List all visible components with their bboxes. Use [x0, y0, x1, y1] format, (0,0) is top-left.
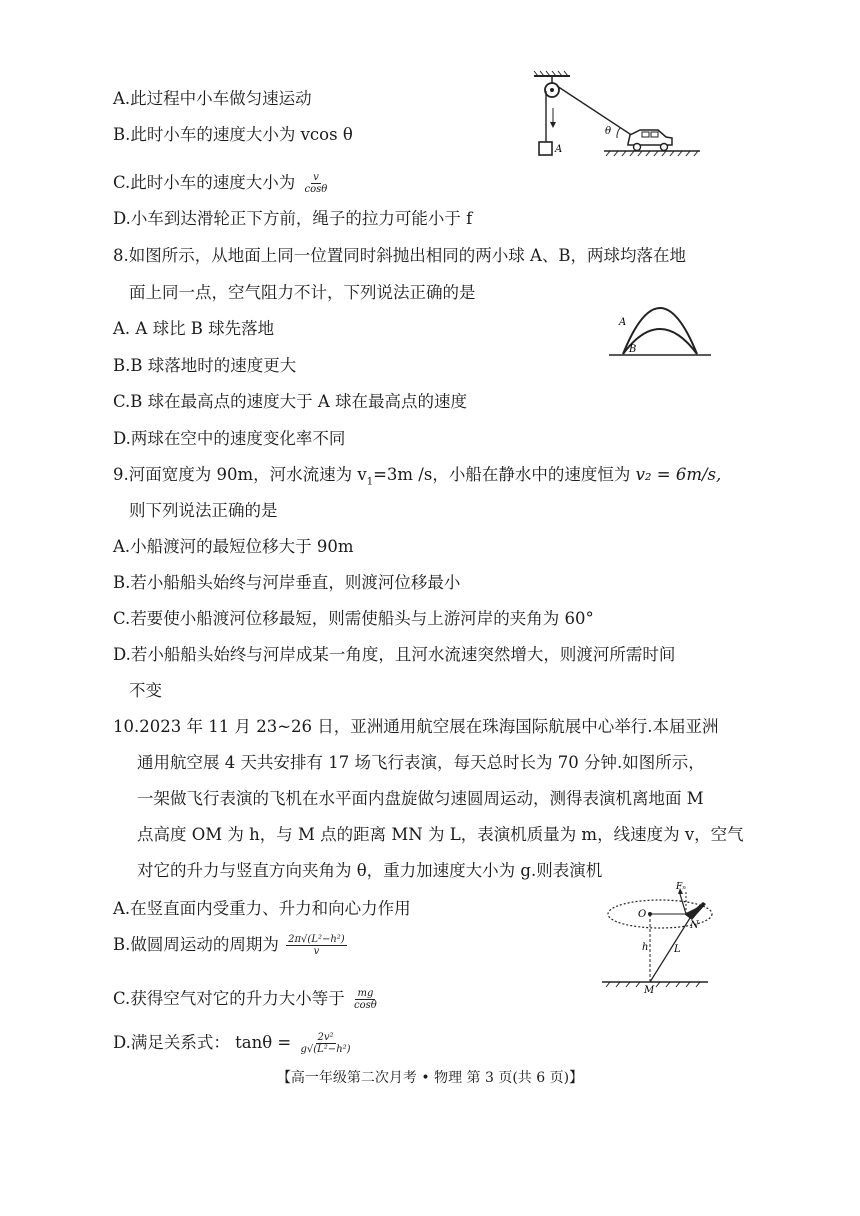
q8-figure-label-b: B — [629, 344, 637, 355]
q8-option-c: C.B 球在最高点的速度大于 A 球在最高点的速度 — [113, 392, 468, 411]
q7-option-c-text: C.此时小车的速度大小为 — [113, 173, 296, 192]
q8-stem-line1: 8.如图所示，从地面上同一位置同时斜抛出相同的两小球 A、B，两球均落在地 — [113, 246, 687, 265]
q10-stem-line2: 通用航空展 4 天共安排有 17 场飞行表演，每天总时长为 70 分钟.如图所示， — [137, 753, 705, 772]
q10-option-c-denominator: cosθ — [354, 1000, 377, 1011]
q8-option-a: A. A 球比 B 球先落地 — [113, 319, 275, 338]
q9-stem-text-a: 9.河面宽度为 90m，河水流速为 v — [113, 465, 367, 484]
q8-figure-label-a: A — [619, 317, 627, 328]
q10-figure-label-h: h — [642, 942, 649, 953]
q10-option-a: A.在竖直面内受重力、升力和向心力作用 — [113, 899, 411, 918]
q8-option-d: D.两球在空中的速度变化率不同 — [113, 429, 346, 448]
q10-figure-label-o: O — [638, 909, 647, 920]
q10-stem-line3: 一架做飞行表演的飞机在水平面内盘旋做匀速圆周运动，测得表演机离地面 M — [137, 789, 704, 808]
q7-pulley-car-figure — [530, 70, 710, 160]
q10-figure-label-m: M — [644, 985, 655, 996]
q9-stem-line2: 则下列说法正确的是 — [129, 501, 278, 520]
q10-option-c-text: C.获得空气对它的升力大小等于 — [113, 989, 345, 1008]
q9-v1-subscript: 1 — [366, 476, 374, 488]
q7-option-c — [113, 172, 331, 195]
q9-option-c: C.若要使小船渡河位移最短，则需使船头与上游河岸的夹角为 60° — [113, 609, 594, 628]
q10-circular-flight-figure — [600, 880, 740, 995]
q10-option-b-fraction — [286, 934, 347, 957]
q8-trajectory-figure — [605, 292, 715, 364]
q7-option-c-denominator: cosθ — [304, 184, 328, 195]
q10-option-c-fraction — [352, 988, 379, 1011]
q7-option-a: A.此过程中小车做匀速运动 — [113, 89, 312, 108]
q8-stem-line2: 面上同一点，空气阻力不计，下列说法正确的是 — [129, 283, 476, 302]
q10-option-b-denominator: v — [313, 946, 320, 957]
q10-option-d-fraction — [298, 1032, 352, 1055]
q9-option-d-line1: D.若小船船头始终与河岸成某一角度，且河水流速突然增大，则渡河所需时间 — [113, 645, 676, 664]
q10-option-d-numerator: 2v² — [317, 1032, 334, 1043]
q10-figure-label-l: L — [674, 944, 681, 955]
q7-figure-label-a: A — [555, 144, 563, 155]
q10-figure-label-n: N — [690, 920, 699, 931]
q9-option-d-line2: 不变 — [129, 681, 162, 700]
q10-option-b-text: B.做圆周运动的周期为 — [113, 935, 279, 954]
q9-stem-text-b: =3m /s，小船在静水中的速度恒为 — [373, 465, 636, 484]
q10-figure-label-f: Fₙ — [676, 882, 686, 892]
q7-option-b: B.此时小车的速度大小为 vcos θ — [113, 125, 353, 144]
q9-v2-formula: v₂ = 6m/s, — [635, 465, 722, 484]
q10-option-c — [113, 988, 381, 1011]
q10-stem-line4: 点高度 OM 为 h，与 M 点的距离 MN 为 L，表演机质量为 m，线速度为 v，空气 — [137, 825, 744, 844]
q9-option-a: A.小船渡河的最短位移大于 90m — [113, 537, 354, 556]
q10-stem-line5: 对它的升力与竖直方向夹角为 θ，重力加速度大小为 g.则表演机 — [137, 861, 603, 880]
q10-option-d-denominator: g√(L²−h²) — [300, 1044, 351, 1055]
q7-option-d: D.小车到达滑轮正下方前，绳子的拉力可能小于 f — [113, 209, 473, 228]
q7-figure-label-theta: θ — [605, 126, 612, 137]
q7-option-c-numerator: v — [313, 172, 319, 183]
q7-option-c-fraction — [303, 172, 330, 195]
q10-option-c-numerator: mg — [357, 988, 374, 999]
q10-option-b-numerator: 2π√(L²−h²) — [288, 934, 345, 945]
q9-option-b: B.若小船船头始终与河岸垂直，则渡河位移最小 — [113, 573, 461, 592]
q10-option-d-text: D.满足关系式： tanθ = — [113, 1033, 292, 1052]
q8-option-b: B.B 球落地时的速度更大 — [113, 356, 297, 375]
page-footer: 【高一年级第二次月考 • 物理 第 3 页(共 6 页)】 — [276, 1070, 584, 1086]
q10-option-b — [113, 934, 349, 957]
q9-stem-line1 — [113, 464, 721, 493]
q10-option-d — [113, 1032, 355, 1055]
q10-stem-line1: 10.2023 年 11 月 23~26 日，亚洲通用航空展在珠海国际航展中心举行.本届亚洲 — [113, 717, 719, 736]
